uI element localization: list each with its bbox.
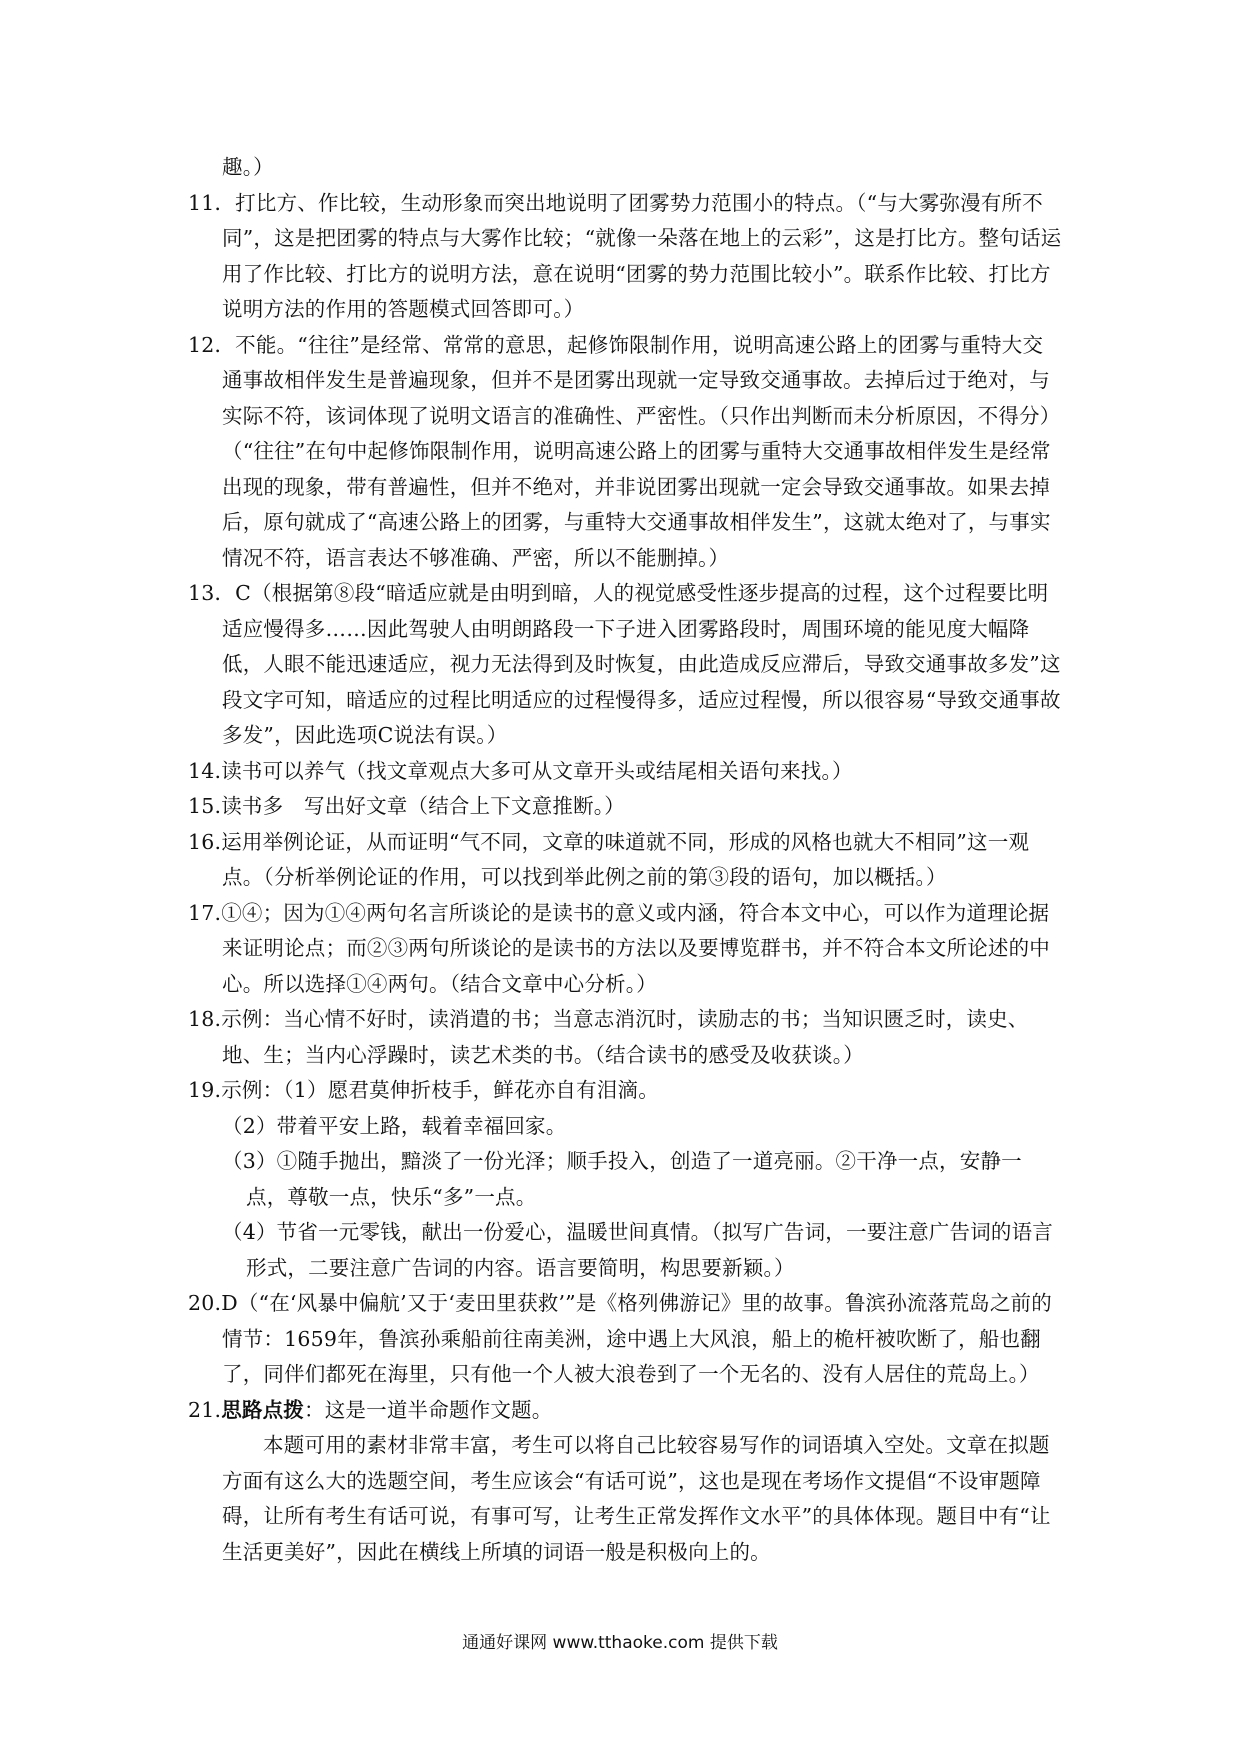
answer-21-body: 本题可用的素材非常丰富，考生可以将自己比较容易写作的词语填入空处。文章在拟题方面有这么大的选题空间，考生应该会“有话可说”，这也是现在考场作文提倡“不设审题障碍，让所有考生有话可说，有事可写，让考生正常发挥作文水平”的具体体现。题目中有“让生活更美好”，因此在横线上所填的词语一般是积极向上的。 [222,1433,1051,1564]
answer-13: 13．C（根据第⑧段“暗适应就是由明到暗，人的视觉感受性逐步提高的过程，这个过程要比明适应慢得多……因此驾驶人由明朗路段一下子进入团雾路段时，周围环境的能见度大幅降低，人眼不能迅速适应，视力无法得到及时恢复，由此造成反应滞后，导致交通事故多发”这段文字可知，暗适应的过程比明适应的过程慢得多，适应过程慢，所以很容易“导致交通事故多发”，因此选项C说法有误。） [188,581,1061,747]
answer-21 [188,1393,1063,1429]
answer-16: 16.运用举例论证，从而证明“气不同，文章的味道就不同，形成的风格也就大不相同”这一观点。（分析举例论证的作用，可以找到举此例之前的第③段的语句，加以概括。） [188,829,1030,889]
download-footer: 通通好课网 www.tthaoke.com 提供下载 [462,1633,778,1653]
answer-15: 15.读书多 写出好文章（结合上下文意推断。） [188,794,625,818]
answer-19-part-3: （3）①随手抛出，黯淡了一份光泽；顺手投入，创造了一道亮丽。②干净一点，安静一点，尊敬一点，快乐“多”一点。 [222,1149,1022,1209]
answer-19: 19.示例：（1）愿君莫伸折枝手，鲜花亦自有泪滴。 [188,1078,659,1102]
answer-content [188,150,1063,1570]
answer-20: 20.D（“在‘风暴中偏航’又于‘麦田里获救’”是《格列佛游记》里的故事。鲁滨孙流落荒岛之前的情节：1659年，鲁滨孙乘船前往南美洲，途中遇上大风浪，船上的桅杆被吹断了，船也翻了，同伴们都死在海里，只有他一个人被大浪卷到了一个无名的、没有人居住的荒岛上。） [188,1291,1052,1386]
answer-21-heading: 思路点拨 [221,1397,305,1422]
answer-19-part-4: （4）节省一元零钱，献出一份爱心，温暖世间真情。（拟写广告词，一要注意广告词的语言形式，二要注意广告词的内容。语言要简明，构思要新颖。） [222,1220,1053,1280]
answer-19-part-2: （2）带着平安上路，载着幸福回家。 [222,1113,567,1138]
continuation-line: 趣。） [222,155,274,179]
answer-11: 11．打比方、作比较，生动形象而突出地说明了团雾势力范围小的特点。（“与大雾弥漫有所不同”，这是把团雾的特点与大雾作比较；“就像一朵落在地上的云彩”，这是打比方。整句话运用了作比较、打比方的说明方法，意在说明“团雾的势力范围比较小”。联系作比较、打比方说明方法的作用的答题模式回答即可。） [188,190,1062,321]
answer-17: 17.①④；因为①④两句名言所谈论的是读书的意义或内涵，符合本文中心，可以作为道理论据来证明论点；而②③两句所谈论的是读书的方法以及要博览群书，并不符合本文所论述的中心。所以选择①④两句。（结合文章中心分析。） [188,900,1050,996]
answer-21-number: 21. [188,1397,222,1422]
answer-12: 12．不能。“往往”是经常、常常的意思，起修饰限制作用，说明高速公路上的团雾与重特大交通事故相伴发生是普遍现象，但并不是团雾出现就一定导致交通事故。去掉后过于绝对，与实际不符，该词体现了说明文语言的准确性、严密性。（只作出判断而未分析原因，不得分）（“往往”在句中起修饰限制作用，说明高速公路上的团雾与重特大交通事故相伴发生是经常出现的现象，带有普遍性，但并不绝对，并非说团雾出现就一定会导致交通事故。如果去掉后，原句就成了“高速公路上的团雾，与重特大交通事故相伴发生”，这就太绝对了，与事实情况不符，语言表达不够准确、严密，所以不能删掉。） [188,332,1061,570]
answer-21-intro: ：这是一道半命题作文题。 [304,1397,553,1422]
answer-18: 18.示例：当心情不好时，读消遣的书；当意志消沉时，读励志的书；当知识匮乏时，读史、地、生；当内心浮躁时，读艺术类的书。（结合读书的感受及收获谈。） [188,1007,1029,1067]
answer-14: 14.读书可以养气（找文章观点大多可从文章开头或结尾相关语句来找。） [188,758,853,783]
